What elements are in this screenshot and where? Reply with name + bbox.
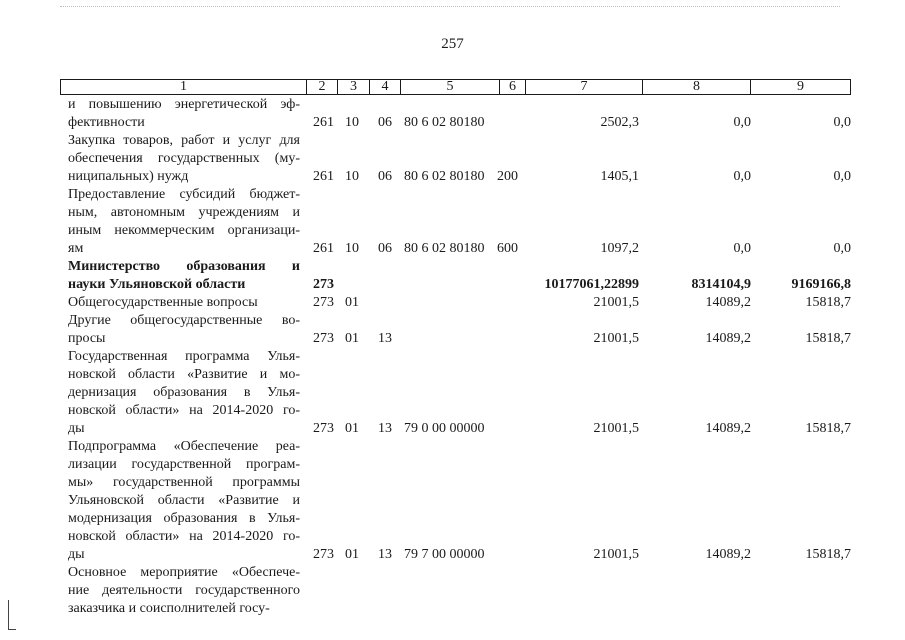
description-line: заказчика и соисполнителей госу-: [68, 601, 270, 616]
cell-col9: 15818,7: [805, 421, 851, 436]
cell-col3: 10: [345, 241, 359, 256]
cell-col5: 79 7 00 00000: [404, 547, 485, 562]
description-line: ям: [68, 241, 84, 256]
cell-col7: 21001,5: [593, 331, 639, 346]
description-line: новской области» на 2014-2020 го-: [68, 403, 300, 418]
cell-col6: 200: [497, 169, 518, 184]
description-line: иным некоммерческим организаци-: [68, 223, 300, 238]
header-col-7: 7: [526, 80, 643, 94]
cell-col9: 15818,7: [805, 547, 851, 562]
header-col-4: 4: [370, 80, 401, 94]
page-number: 257: [441, 36, 464, 52]
cell-col9: 0,0: [833, 115, 851, 130]
description-line: Предоставление субсидий бюджет-: [68, 187, 300, 202]
row-description: [68, 132, 300, 186]
cell-col8: 14089,2: [705, 295, 751, 310]
scan-dots: [60, 6, 840, 8]
cell-col9: 0,0: [833, 169, 851, 184]
row-description: [68, 258, 300, 294]
description-line: дернизация образования в Улья-: [68, 385, 300, 400]
row-description: [68, 564, 300, 618]
description-line: ды: [68, 421, 85, 436]
description-line: и повышению энергетической эф-: [68, 97, 300, 112]
description-line: модернизация образования в Улья-: [68, 511, 300, 526]
cell-col3: 10: [345, 169, 359, 184]
header-col-2: 2: [307, 80, 338, 94]
cell-col9: 15818,7: [805, 331, 851, 346]
row-description: [68, 312, 300, 348]
cell-col2: 261: [313, 169, 334, 184]
description-line: ниципальных) нужд: [68, 169, 189, 184]
cell-col8: 0,0: [733, 241, 751, 256]
cell-col7: 1405,1: [600, 169, 639, 184]
cell-col5: 79 0 00 00000: [404, 421, 485, 436]
cell-col3: 01: [345, 421, 359, 436]
scan-mark: [8, 629, 16, 630]
row-description: [68, 294, 300, 312]
cell-col3: 01: [345, 295, 359, 310]
cell-col8: 8314104,9: [691, 277, 751, 292]
cell-col4: 13: [378, 421, 392, 436]
cell-col7: 21001,5: [593, 421, 639, 436]
row-description: [68, 96, 300, 132]
header-col-5: 5: [401, 80, 500, 94]
cell-col4: 13: [378, 547, 392, 562]
header-col-6: 6: [500, 80, 526, 94]
description-line: ние деятельности государственного: [68, 583, 300, 598]
row-description: [68, 348, 300, 438]
description-line: Министерство образования и: [68, 259, 300, 274]
cell-col5: 80 6 02 80180: [404, 241, 485, 256]
cell-col7: 2502,3: [600, 115, 639, 130]
cell-col4: 13: [378, 331, 392, 346]
cell-col2: 273: [313, 331, 334, 346]
cell-col3: 01: [345, 547, 359, 562]
description-line: Государственная программа Улья-: [68, 349, 300, 364]
description-line: новской области «Развитие и мо-: [68, 367, 300, 382]
description-line: Основное мероприятие «Обеспече-: [68, 565, 300, 580]
cell-col6: 600: [497, 241, 518, 256]
description-line: Общегосударственные вопросы: [68, 295, 258, 310]
cell-col2: 273: [313, 277, 334, 292]
description-line: мы» государственной программы: [68, 475, 300, 490]
cell-col3: 01: [345, 331, 359, 346]
description-line: ным, автономным учреждениям и: [68, 205, 300, 220]
cell-col8: 0,0: [733, 169, 751, 184]
cell-col7: 21001,5: [593, 295, 639, 310]
cell-col4: 06: [378, 115, 392, 130]
row-description: [68, 438, 300, 564]
description-line: ды: [68, 547, 85, 562]
cell-col2: 261: [313, 115, 334, 130]
description-line: Ульяновской области «Развитие и: [68, 493, 300, 508]
cell-col9: 0,0: [833, 241, 851, 256]
cell-col7: 21001,5: [593, 547, 639, 562]
description-line: лизации государственной програм-: [68, 457, 300, 472]
cell-col8: 14089,2: [705, 547, 751, 562]
cell-col2: 261: [313, 241, 334, 256]
header-col-3: 3: [338, 80, 370, 94]
description-line: Другие общегосударственные во-: [68, 313, 300, 328]
cell-col5: 80 6 02 80180: [404, 115, 485, 130]
description-line: новской области» на 2014-2020 го-: [68, 529, 300, 544]
cell-col9: 9169166,8: [791, 277, 851, 292]
header-col-8: 8: [643, 80, 751, 94]
description-line: Подпрограмма «Обеспечение реа-: [68, 439, 300, 454]
cell-col2: 273: [313, 421, 334, 436]
description-line: обеспечения государственных (му-: [68, 151, 300, 166]
header-col-1: 1: [61, 80, 307, 94]
description-line: Закупка товаров, работ и услуг для: [68, 133, 300, 148]
description-line: фективности: [68, 115, 145, 130]
scan-mark: [8, 600, 9, 630]
table-header: [60, 79, 851, 95]
cell-col5: 80 6 02 80180: [404, 169, 485, 184]
cell-col8: 0,0: [733, 115, 751, 130]
description-line: просы: [68, 331, 106, 346]
cell-col4: 06: [378, 169, 392, 184]
cell-col8: 14089,2: [705, 331, 751, 346]
cell-col7: 10177061,22899: [544, 277, 639, 292]
description-line: науки Ульяновской области: [68, 277, 246, 292]
cell-col9: 15818,7: [805, 295, 851, 310]
header-col-9: 9: [797, 79, 804, 94]
cell-col2: 273: [313, 547, 334, 562]
cell-col8: 14089,2: [705, 421, 751, 436]
cell-col7: 1097,2: [600, 241, 639, 256]
cell-col3: 10: [345, 115, 359, 130]
row-description: [68, 186, 300, 258]
cell-col4: 06: [378, 241, 392, 256]
cell-col2: 273: [313, 295, 334, 310]
